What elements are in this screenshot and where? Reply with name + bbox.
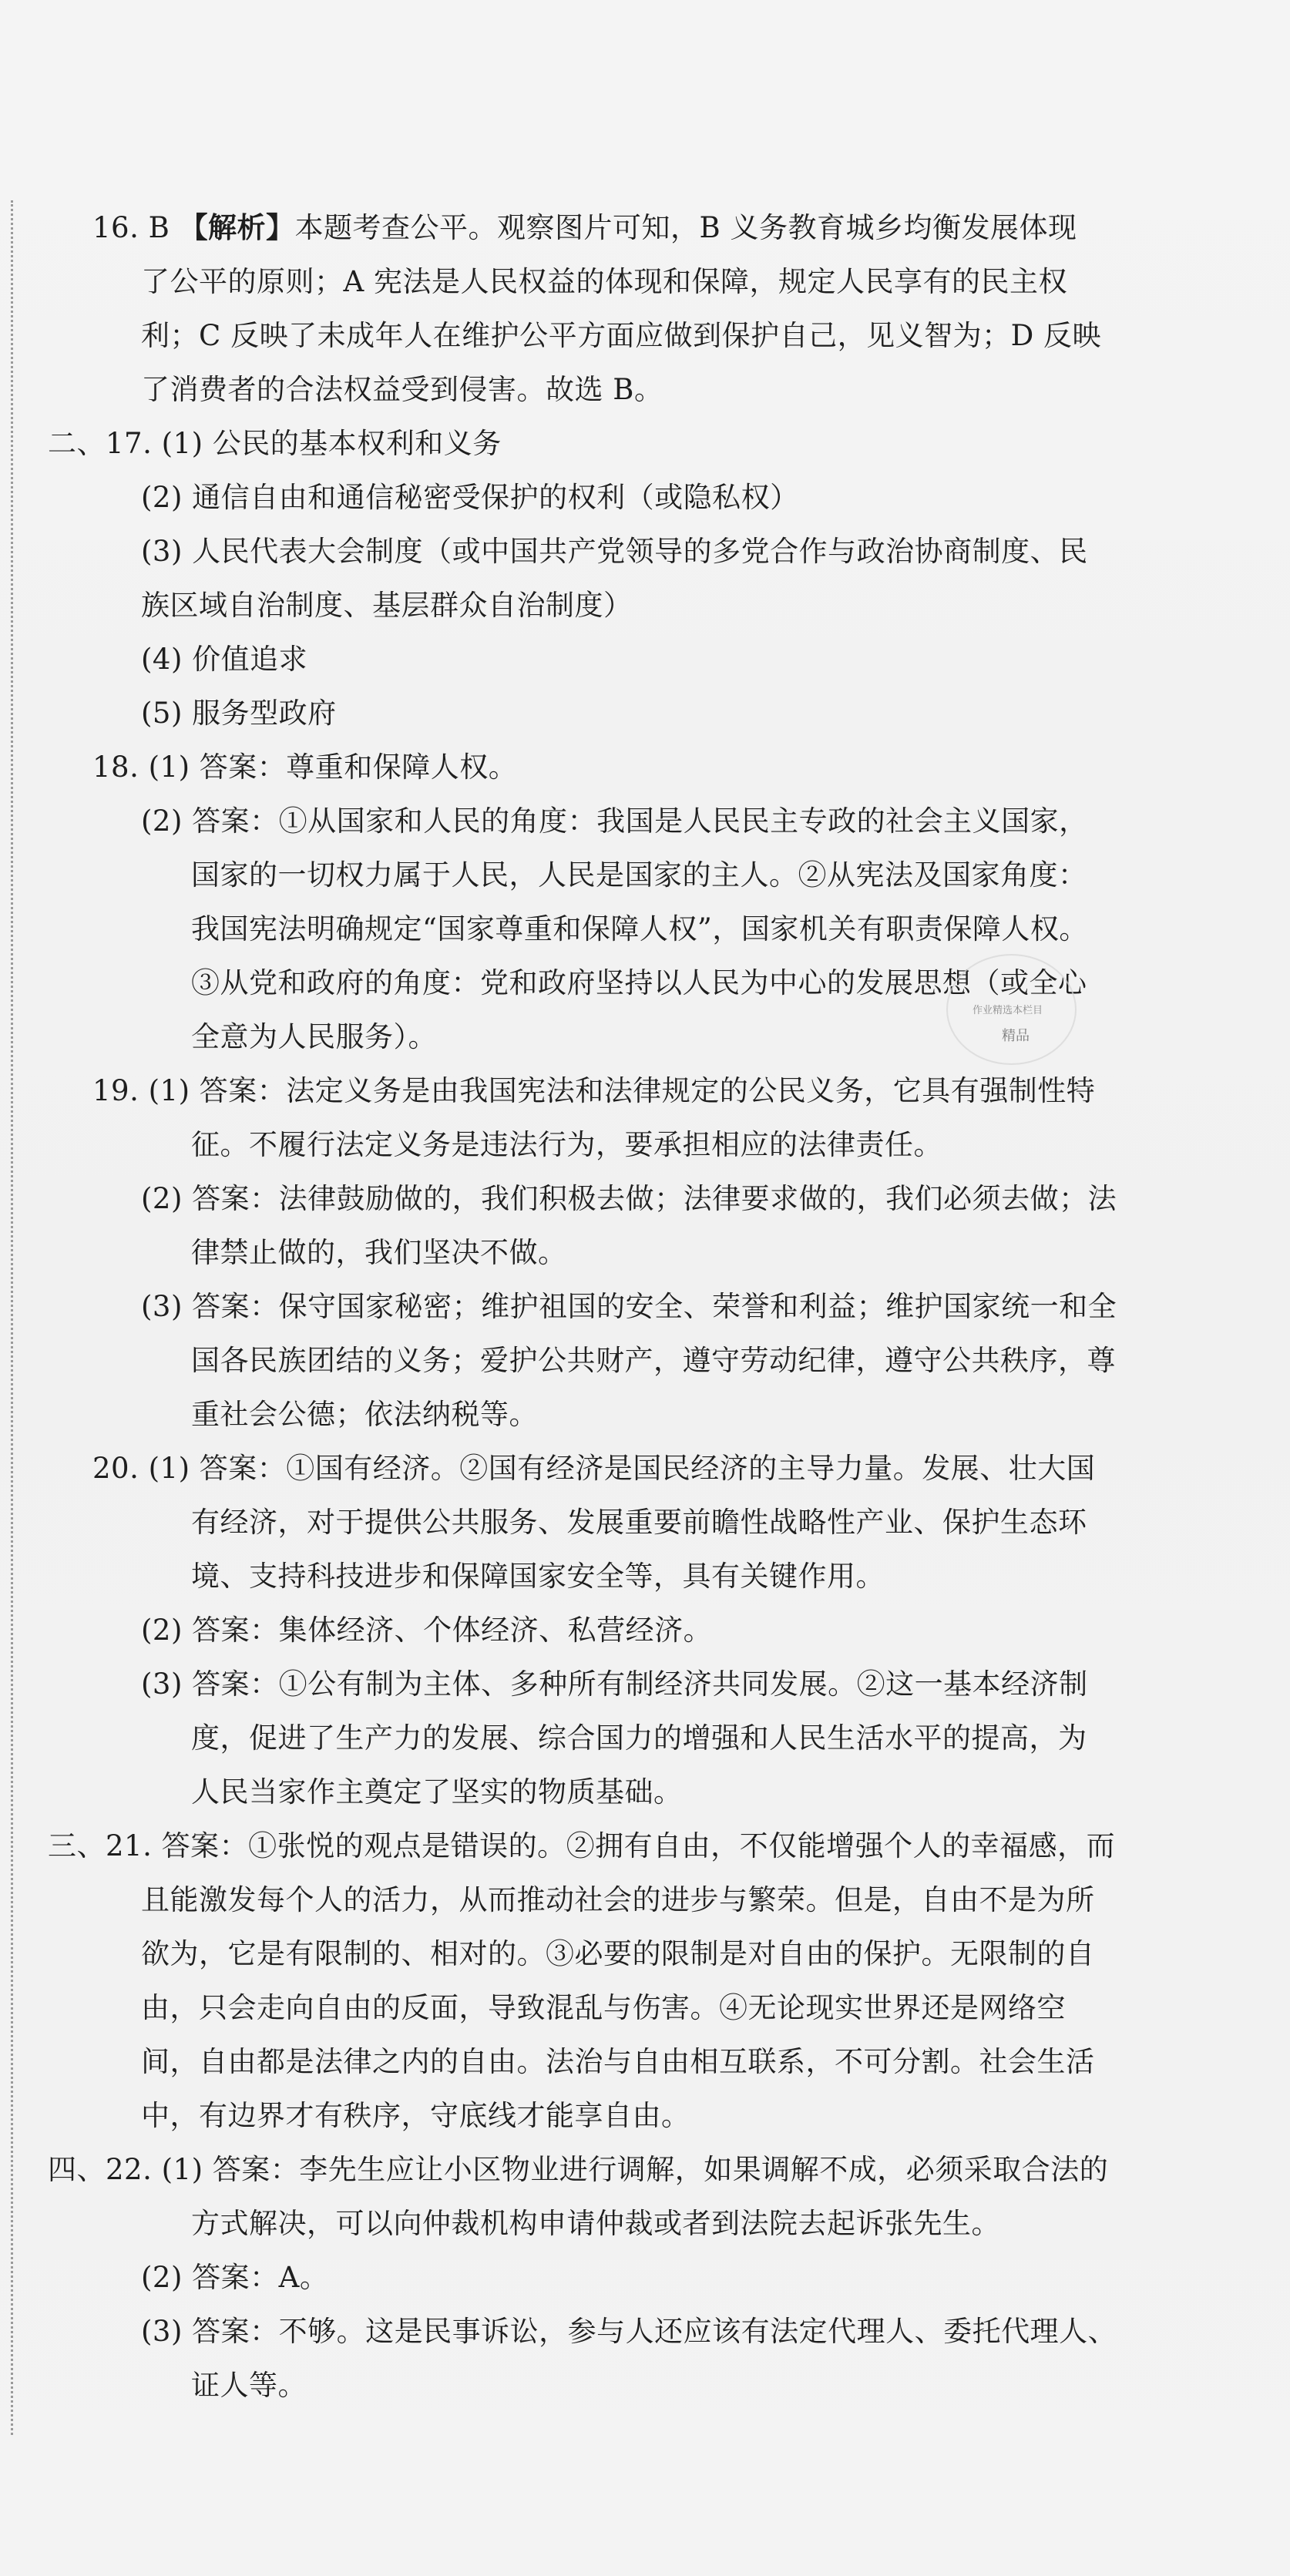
text-line: (2) 通信自由和通信秘密受保护的权利（或隐私权） <box>141 481 799 514</box>
text-line: ③从党和政府的角度：党和政府坚持以人民为中心的发展思想（或全心 <box>191 966 1087 999</box>
text-line: 律禁止做的，我们坚决不做。 <box>191 1236 567 1269</box>
text-line: 方式解决，可以向仲裁机构申请仲裁或者到法院去起诉张先生。 <box>191 2207 1000 2240</box>
text-line: 重社会公德；依法纳税等。 <box>191 1398 538 1431</box>
text-line: 了消费者的合法权益受到侵害。故选 B。 <box>141 373 663 406</box>
text-line: 有经济，对于提供公共服务、发展重要前瞻性战略性产业、保护生态环 <box>191 1506 1087 1539</box>
text-line: (5) 服务型政府 <box>141 697 337 730</box>
text-line: 利；C 反映了未成年人在维护公平方面应做到保护自己，见义智为；D 反映 <box>141 319 1101 352</box>
text-line: (3) 答案：不够。这是民事诉讼，参与人还应该有法定代理人、委托代理人、 <box>141 2315 1117 2348</box>
text-line: 国各民族团结的义务；爱护公共财产，遵守劳动纪律，遵守公共秩序，尊 <box>191 1344 1116 1377</box>
section-3-q21: 三、21. 答案：①张悦的观点是错误的。②拥有自由，不仅能增强个人的幸福感，而 <box>48 1829 1116 1862</box>
text-line: (2) 答案：A。 <box>141 2261 329 2294</box>
q18-part1: 18. (1) 答案：尊重和保障人权。 <box>92 751 518 784</box>
text-line: 了公平的原则；A 宪法是人民权益的体现和保障，规定人民享有的民主权 <box>141 265 1067 298</box>
section-2-q17: 二、17. (1) 公民的基本权利和义务 <box>48 427 502 460</box>
text-line: (3) 答案：①公有制为主体、多种所有制经济共同发展。②这一基本经济制 <box>141 1668 1088 1701</box>
text-line: 全意为人民服务）。 <box>191 1020 437 1053</box>
text-line: 度，促进了生产力的发展、综合国力的增强和人民生活水平的提高，为 <box>191 1721 1087 1755</box>
text-line: (3) 人民代表大会制度（或中国共产党领导的多党合作与政治协商制度、民 <box>141 535 1088 568</box>
text-line: (2) 答案：法律鼓励做的，我们积极去做；法律要求做的，我们必须去做；法 <box>141 1182 1117 1215</box>
text-line: 国家的一切权力属于人民，人民是国家的主人。②从宪法及国家角度： <box>191 858 1087 892</box>
text-line: 证人等。 <box>191 2369 307 2402</box>
text-line: (2) 答案：①从国家和人民的角度：我国是人民民主专政的社会主义国家， <box>141 804 1088 838</box>
text-line: 中，有边界才有秩序，守底线才能享自由。 <box>141 2099 690 2132</box>
line-16-analysis <box>92 210 1077 244</box>
text-line: 族区域自治制度、基层群众自治制度） <box>141 589 633 622</box>
text-line: 间，自由都是法律之内的自由。法治与自由相互联系，不可分割。社会生活 <box>141 2045 1095 2078</box>
text-line: 由，只会走向自由的反面，导致混乱与伤害。④无论现实世界还是网络空 <box>141 1991 1066 2024</box>
text-line: 人民当家作主奠定了坚实的物质基础。 <box>191 1775 683 1809</box>
q19-part1: 19. (1) 答案：法定义务是由我国宪法和法律规定的公民义务，它具有强制性特 <box>92 1074 1096 1107</box>
text-line: (3) 答案：保守国家秘密；维护祖国的安全、荣誉和利益；维护国家统一和全 <box>141 1290 1117 1323</box>
text-line: 境、支持科技进步和保障国家安全等，具有关键作用。 <box>191 1560 885 1593</box>
text-line: 且能激发每个人的活力，从而推动社会的进步与繁荣。但是，自由不是为所 <box>141 1883 1095 1916</box>
text-line: 我国宪法明确规定“国家尊重和保障人权”，国家机关有职责保障人权。 <box>191 912 1088 945</box>
watermark-stamp-text2: 精品 <box>1002 1028 1030 1044</box>
analysis-label: 【解析】 <box>179 210 295 244</box>
line-text: 本题考查公平。观察图片可知，B 义务教育城乡均衡发展体现 <box>294 211 1077 244</box>
text-line: (2) 答案：集体经济、个体经济、私营经济。 <box>141 1614 713 1647</box>
section-4-q22: 四、22. (1) 答案：李先生应让小区物业进行调解，如果调解不成，必须采取合法的 <box>48 2153 1109 2186</box>
text-line: 征。不履行法定义务是违法行为，要承担相应的法律责任。 <box>191 1128 942 1161</box>
watermark-stamp-text: 作业精选本栏目 <box>973 1005 1043 1016</box>
q20-part1: 20. (1) 答案：①国有经济。②国有经济是国民经济的主导力量。发展、壮大国 <box>92 1452 1096 1485</box>
question-number: 16. B <box>92 211 180 244</box>
binding-dotted-line <box>11 200 13 2435</box>
text-line: 欲为，它是有限制的、相对的。③必要的限制是对自由的保护。无限制的自 <box>141 1937 1095 1970</box>
text-line: (4) 价值追求 <box>141 643 308 676</box>
